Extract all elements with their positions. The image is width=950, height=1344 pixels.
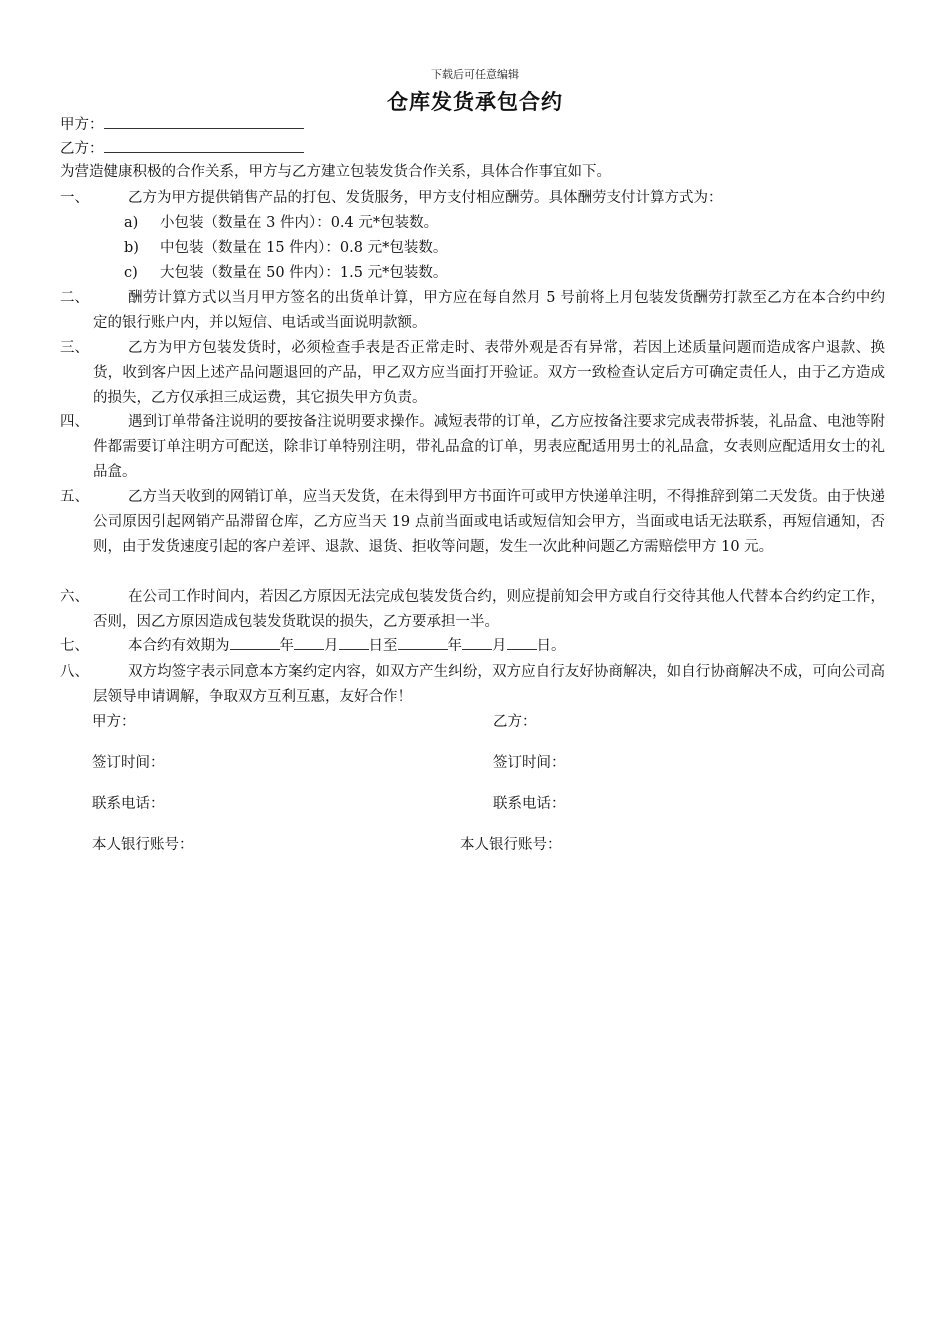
start-month-blank — [294, 635, 324, 650]
header-note: 下载后可任意编辑 — [431, 68, 519, 81]
day-end-label: 日。 — [536, 638, 566, 654]
intro-paragraph: 为营造健康积极的合作关系，甲方与乙方建立包装发货合作关系，具体合作事宜如下。 — [60, 164, 611, 180]
clause-number: 七、 — [60, 638, 89, 654]
clause-number: 二、 — [60, 290, 89, 306]
pricing-label: c) — [124, 265, 138, 281]
pricing-text: 中包装（数量在 15 件内）：0.8 元*包装数。 — [160, 240, 448, 256]
document-title: 仓库发货承包合约 — [387, 90, 563, 114]
clause-text — [93, 634, 885, 659]
clause-8 — [60, 660, 885, 710]
pricing-label: a) — [124, 215, 139, 231]
party-b-blank — [104, 138, 304, 153]
clause-number: 三、 — [60, 340, 89, 356]
pricing-item-medium — [124, 236, 447, 260]
clause-number: 一、 — [60, 190, 89, 206]
month-label: 月 — [492, 638, 507, 654]
sign-party-b: 乙方： — [493, 714, 537, 730]
party-a-label: 甲方： — [60, 117, 104, 133]
party-b-line — [60, 138, 304, 160]
day-to-label: 日至 — [368, 638, 398, 654]
sign-date-a: 签订时间： — [92, 755, 165, 771]
year-label: 年 — [447, 638, 462, 654]
clause-text: 在公司工作时间内，若因乙方原因无法完成包装发货合约，则应提前知会甲方或自行交待其他人代替本合约约定工作，否则，因乙方原因造成包装发货耽误的损失，乙方要承担一半。 — [93, 589, 885, 630]
clause-text: 乙方为甲方提供销售产品的打包、发货服务，甲方支付相应酬劳。具体酬劳支付计算方式为： — [128, 190, 723, 206]
sign-date-b: 签订时间： — [493, 755, 566, 771]
party-a-line — [60, 114, 304, 136]
year-label: 年 — [279, 638, 294, 654]
month-label: 月 — [324, 638, 339, 654]
end-day-blank — [507, 635, 537, 650]
clause-5 — [60, 485, 885, 560]
bank-account-a: 本人银行账号： — [92, 837, 194, 853]
clause-4 — [60, 410, 885, 485]
phone-a: 联系电话： — [92, 796, 165, 812]
pricing-item-large — [124, 261, 447, 285]
clause-text: 双方均签字表示同意本方案约定内容，如双方产生纠纷，双方应自行友好协商解决，如自行协商解决不成，可向公司高层领导申请调解，争取双方互利互惠，友好合作！ — [93, 664, 885, 705]
end-year-blank — [398, 635, 448, 650]
clause-text: 遇到订单带备注说明的要按备注说明要求操作。减短表带的订单，乙方应按备注要求完成表带拆装，礼品盒、电池等附件都需要订单注明方可配送，除非订单特别注明，带礼品盒的订单，男表应配适用男士的礼品盒，女表则应配适用女士的礼品盒。 — [93, 414, 885, 480]
phone-b: 联系电话： — [493, 796, 566, 812]
clause-text: 乙方为甲方包装发货时，必须检查手表是否正常走时、表带外观是否有异常，若因上述质量问题而造成客户退款、换货，收到客户因上述产品问题退回的产品，甲乙双方应当面打开验证。双方一致检查认定后方可确定责任人，由于乙方造成的损失，乙方仅承担三成运费，其它损失甲方负责。 — [93, 340, 885, 406]
clause-text: 酬劳计算方式以当月甲方签名的出货单计算，甲方应在每自然月 5 号前将上月包装发货酬劳打款至乙方在本合约中约定的银行账户内，并以短信、电话或当面说明款额。 — [93, 290, 885, 331]
clause-number: 六、 — [60, 589, 89, 605]
pricing-item-small — [124, 211, 438, 235]
clause-text: 乙方当天收到的网销订单，应当天发货，在未得到甲方书面许可或甲方快递单注明，不得推辞到第二天发货。由于快递公司原因引起网销产品滞留仓库，乙方应当天 19 点前当面或电话或短信知会甲方，当面或电话无法联系，再短信通知，否则，由于发货速度引起的客户差评、退款、退货、拒收等问题，发生一次此种问题乙方需赔偿甲方 10 元。 — [93, 489, 885, 555]
clause-number: 五、 — [60, 489, 89, 505]
clause-7 — [60, 634, 885, 659]
pricing-label: b) — [124, 240, 139, 256]
clause-number: 八、 — [60, 664, 89, 680]
bank-account-b: 本人银行账号： — [460, 837, 562, 853]
pricing-text: 小包装（数量在 3 件内）：0.4 元*包装数。 — [160, 215, 439, 231]
party-b-label: 乙方： — [60, 141, 104, 157]
clause-number: 四、 — [60, 414, 89, 430]
clause-3 — [60, 336, 885, 411]
start-day-blank — [339, 635, 369, 650]
clause-6 — [60, 585, 885, 635]
clause-1 — [60, 186, 885, 211]
clause-2 — [60, 286, 885, 336]
pricing-text: 大包装（数量在 50 件内）：1.5 元*包装数。 — [160, 265, 448, 281]
party-a-blank — [104, 114, 304, 129]
start-year-blank — [230, 635, 280, 650]
sign-party-a: 甲方： — [92, 714, 136, 730]
validity-prefix: 本合约有效期为 — [128, 638, 230, 654]
end-month-blank — [462, 635, 492, 650]
